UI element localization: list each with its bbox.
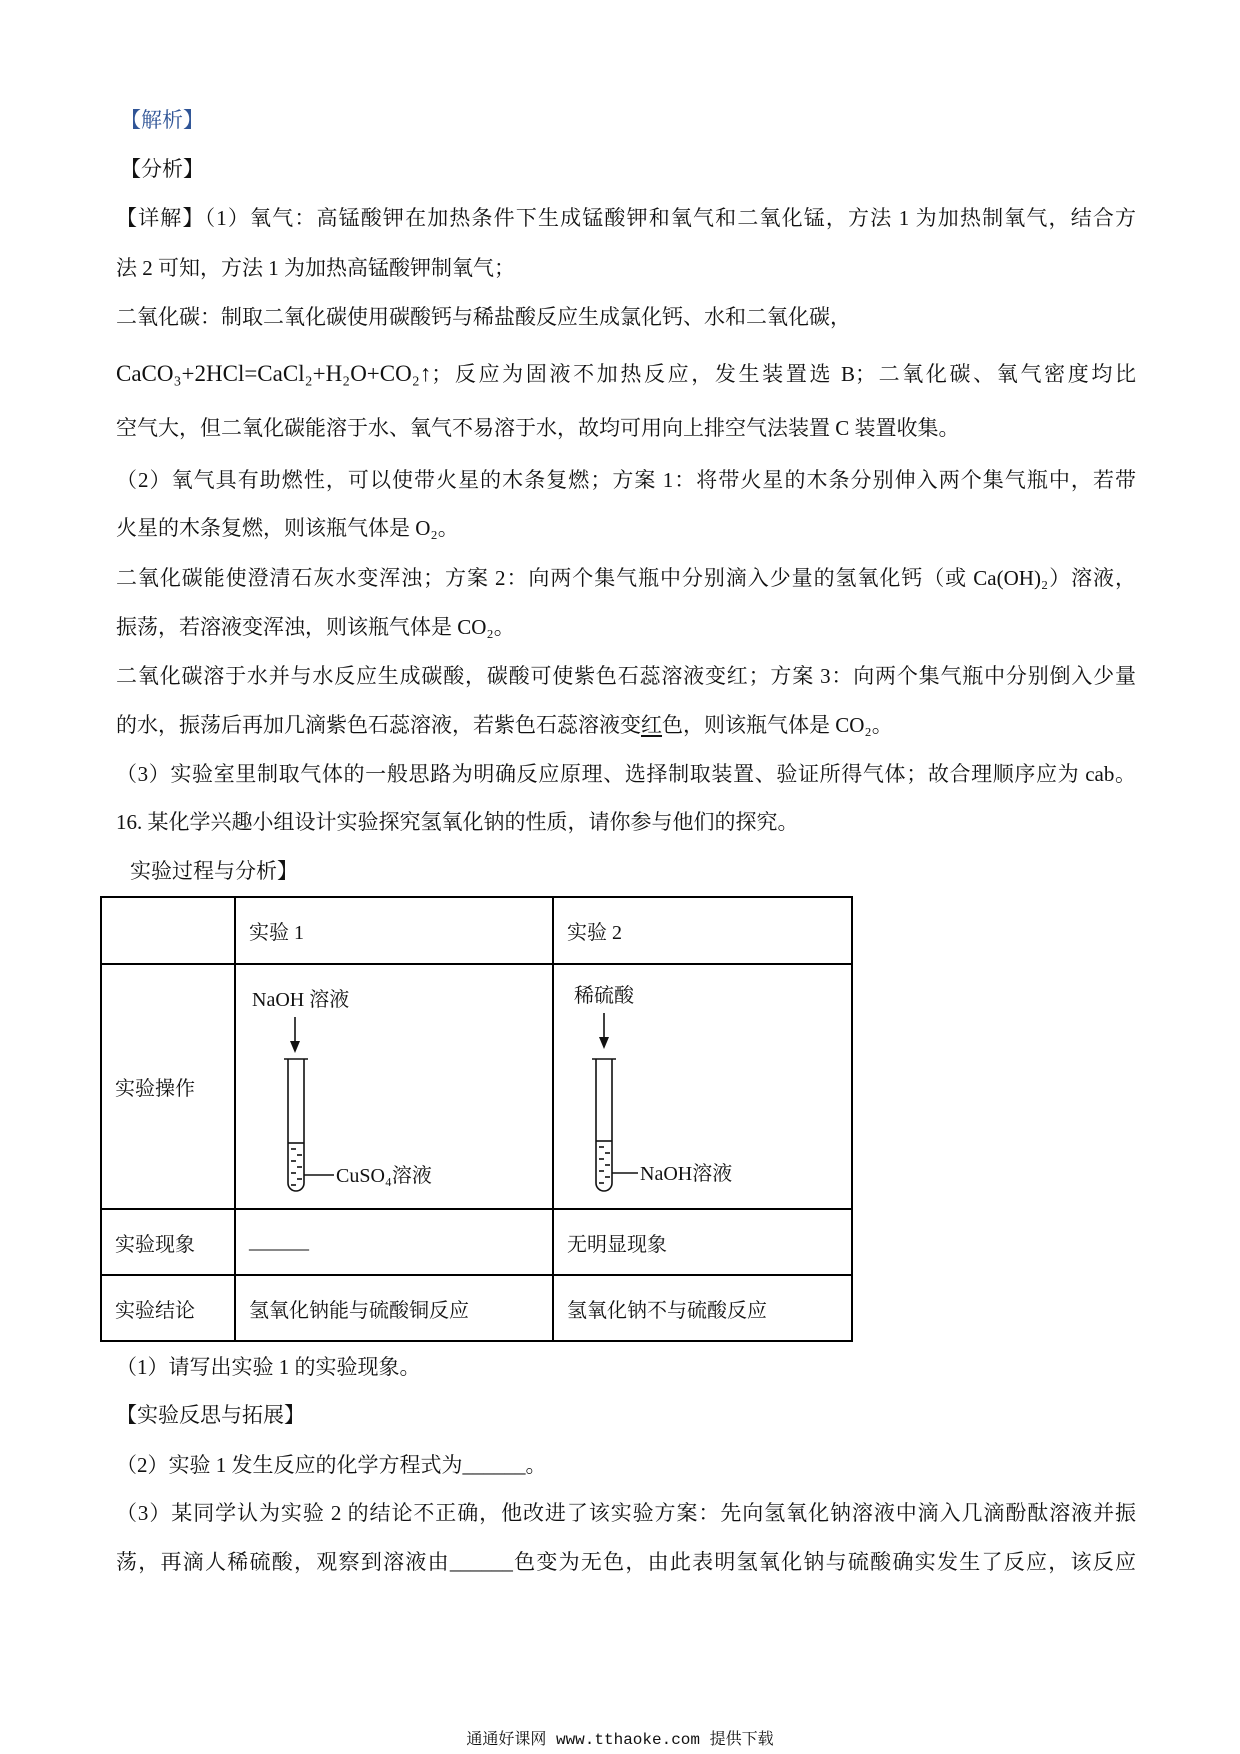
table-header-row [101, 897, 852, 964]
sub-question-3-line-2: 荡，再滴人稀硫酸，观察到溶液由______色变为无色，由此表明氢氧化钠与硫酸确实发生了反应，该反应 [116, 1550, 1136, 1574]
table-row-conclusion [101, 1275, 852, 1341]
analysis-line-6: （2）氧气具有助燃性，可以使带火星的木条复燃；方案 1：将带火星的木条分别伸入两个集气瓶中，若带 [116, 468, 1136, 492]
analysis-line-10: 二氧化碳溶于水并与水反应生成碳酸，碳酸可使紫色石蕊溶液变红；方案 3：向两个集气瓶中分别倒入少量 [116, 664, 1136, 688]
operation-diagram-2-cell [553, 964, 852, 1209]
phenomenon-experiment-1-blank: ______ [235, 1209, 553, 1275]
tube-liquid [596, 1141, 612, 1183]
analysis-line-12: （3）实验室里制取气体的一般思路为明确反应原理、选择制取装置、验证所得气体；故合理顺序应为 cab。 [116, 762, 1136, 786]
sub-question-1: （1）请写出实验 1 的实验现象。 [116, 1355, 421, 1379]
conclusion-experiment-2: 氢氧化钠不与硫酸反应 [553, 1275, 852, 1341]
experiment-table [100, 896, 853, 1342]
row-label-operation: 实验操作 [101, 964, 235, 1209]
page-footer: 通通好课网 www.tthaoke.com 提供下载 [466, 1731, 774, 1749]
analysis-line-11-after: 色，则该瓶气体是 CO₂。 [662, 713, 893, 737]
conclusion-experiment-1: 氢氧化钠能与硫酸铜反应 [235, 1275, 553, 1341]
question-16-stem: 16. 某化学兴趣小组设计实验探究氢氧化钠的性质，请你参与他们的探究。 [116, 810, 799, 834]
table-row-phenomenon [101, 1209, 852, 1275]
reagent-added-label: NaOH 溶液 [252, 989, 350, 1011]
table-row-operation [101, 964, 852, 1209]
section-label-process: 实验过程与分析】 [130, 859, 298, 883]
header-experiment-1: 实验 1 [235, 897, 553, 964]
operation-diagram-1-cell [235, 964, 553, 1209]
analysis-line-11-before: 的水，振荡后再加几滴紫色石蕊溶液，若紫色石蕊溶液变 [116, 713, 641, 737]
section-label-reflection: 【实验反思与拓展】 [116, 1403, 305, 1427]
test-tube [288, 1059, 304, 1191]
analysis-line-7: 火星的木条复燃，则该瓶气体是 O₂。 [116, 516, 459, 540]
analysis-line-3: 二氧化碳：制取二氧化碳使用碳酸钙与稀盐酸反应生成氯化钙、水和二氧化碳， [116, 305, 851, 329]
analysis-line-5: 空气大，但二氧化碳能溶于水、氧气不易溶于水，故均可用向上排空气法装置 C 装置收集。 [116, 416, 960, 440]
analysis-line-2: 法 2 可知，方法 1 为加热高锰酸钾制氧气； [116, 256, 515, 280]
row-label-conclusion: 实验结论 [101, 1275, 235, 1341]
row-label-phenomenon: 实验现象 [101, 1209, 235, 1275]
heading-fenxi: 【分析】 [120, 157, 204, 181]
analysis-line-9: 振荡，若溶液变浑浊，则该瓶气体是 CO₂。 [116, 615, 515, 639]
analysis-equation-line [116, 360, 1136, 388]
phenomenon-experiment-2: 无明显现象 [553, 1209, 852, 1275]
test-tube-diagram-2 [554, 965, 851, 1206]
test-tube-diagram-1 [236, 965, 552, 1206]
table-corner-cell [101, 897, 235, 964]
tube-liquid [288, 1143, 304, 1185]
tube-contents-label: CuSO₄溶液 [336, 1165, 432, 1187]
analysis-line-1: 【详解】（1）氧气：高锰酸钾在加热条件下生成锰酸钾和氧气和二氧化锰，方法 1 为加热制氧气，结合方 [116, 206, 1136, 230]
header-experiment-2: 实验 2 [553, 897, 852, 964]
tube-contents-label: NaOH溶液 [640, 1163, 733, 1185]
reagent-arrow-head [599, 1037, 609, 1049]
analysis-line-11 [116, 711, 893, 739]
reagent-arrow-head [290, 1041, 300, 1053]
chemical-equation: CaCO₃+2HCl=CaCl₂+H₂O+CO₂↑ [116, 361, 432, 386]
sub-question-3-line-1: （3）某同学认为实验 2 的结论不正确，他改进了该实验方案：先向氢氧化钠溶液中滴入几滴酚酞溶液并振 [116, 1501, 1136, 1525]
analysis-line-8: 二氧化碳能使澄清石灰水变浑浊；方案 2：向两个集气瓶中分别滴入少量的氢氧化钙（或 Ca(OH)₂）溶液， [116, 566, 1136, 590]
reagent-added-label: 稀硫酸 [574, 985, 634, 1007]
heading-jiexi: 【解析】 [120, 108, 204, 132]
underlined-answer: 红 [641, 713, 662, 737]
sub-question-2: （2）实验 1 发生反应的化学方程式为______。 [116, 1453, 547, 1477]
analysis-line-4-rest: ；反应为固液不加热反应，发生装置选 B；二氧化碳、氧气密度均比 [431, 362, 1136, 386]
